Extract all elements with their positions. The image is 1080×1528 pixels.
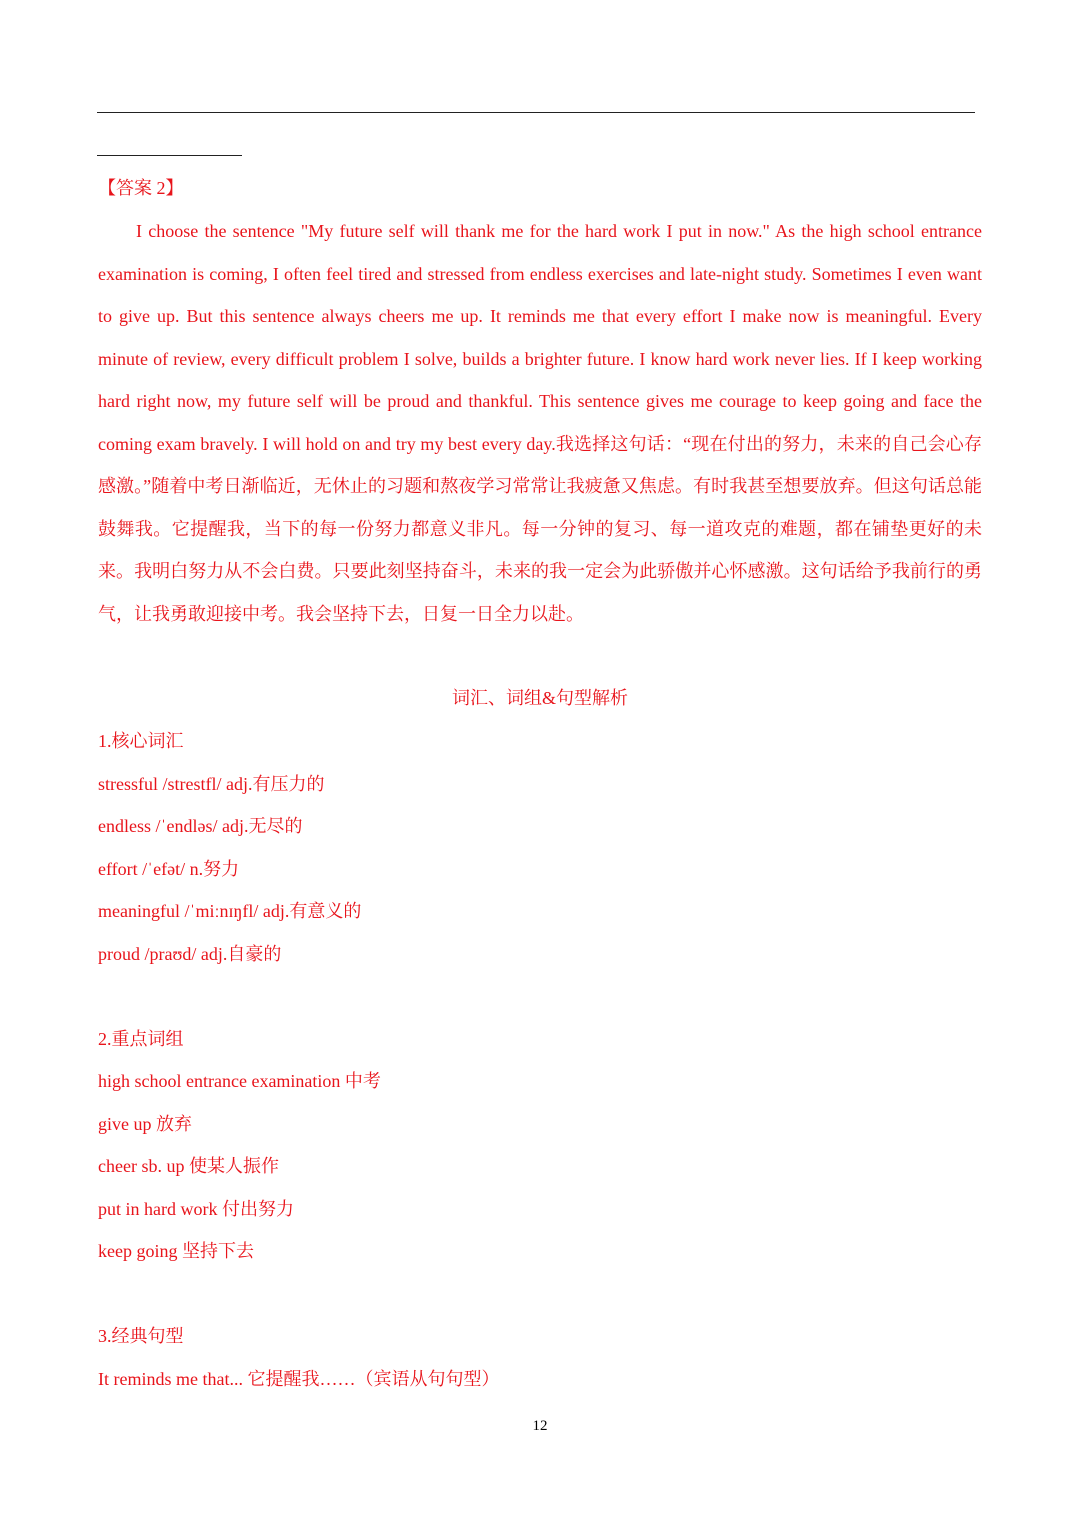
phrase-item: put in hard work 付出努力 [98, 1198, 294, 1219]
phrase-item: give up 放弃 [98, 1113, 192, 1134]
answer-line-short [97, 155, 242, 156]
phrases-heading: 2.重点词组 [98, 1028, 184, 1049]
spacer [98, 975, 499, 1018]
spacer [98, 1273, 499, 1316]
section-title: 词汇、词组&句型解析 [451, 688, 628, 708]
page-number: 12 [532, 1418, 548, 1434]
model-essay-paragraph: I choose the sentence "My future self will thank me for the hard work I put in now." As the high school entrance examination is coming, I often feel tired and stressed from endless exercises and late-night study. Sometimes I even want to give up. But this sentence always cheers me up. It reminds me that every effort I make now is meaningful. Every minute of review, every difficult problem I solve, builds a brighter future. I know hard work never lies. If I keep working hard right now, my future self will be proud and thankful. This sentence gives me courage to keep going and face the coming exam bravely. I will hold on and try my best every day.我选择这句话：“现在付出的努力，未来的自己会心存感激。”随着中考日渐临近，无休止的习题和熬夜学习常常让我疲惫又焦虑。有时我甚至想要放弃。但这句话总能鼓舞我。它提醒我，当下的每一份努力都意义非凡。每一分钟的复习、每一道攻克的难题，都在铺垫更好的未来。我明白努力从不会白费。只要此刻坚持奋斗，未来的我一定会为此骄傲并心怀感激。这句话给予我前行的勇气，让我勇敢迎接中考。我会坚持下去，日复一日全力以赴。 [98, 221, 982, 624]
vocabulary-item: proud /praʊd/ adj.自豪的 [98, 943, 282, 964]
vocabulary-item: meaningful /ˈmiːnɪŋfl/ adj.有意义的 [98, 901, 362, 921]
answer-line [97, 112, 975, 113]
phrase-item: high school entrance examination 中考 [98, 1071, 381, 1091]
phrase-item: cheer sb. up 使某人振作 [98, 1156, 279, 1176]
vocabulary-section [98, 720, 499, 1400]
vocabulary-item: effort /ˈefət/ n.努力 [98, 858, 240, 879]
answer-label: 【答案 2】 [98, 178, 184, 198]
vocabulary-heading: 1.核心词汇 [98, 731, 184, 751]
sentence-pattern-item: It reminds me that... 它提醒我……（宾语从句句型） [98, 1368, 500, 1389]
vocabulary-item: stressful /strestfl/ adj.有压力的 [98, 773, 325, 794]
vocabulary-item: endless /ˈendləs/ adj.无尽的 [98, 816, 303, 836]
phrase-item: keep going 坚持下去 [98, 1241, 254, 1261]
sentences-heading: 3.经典句型 [98, 1326, 184, 1346]
